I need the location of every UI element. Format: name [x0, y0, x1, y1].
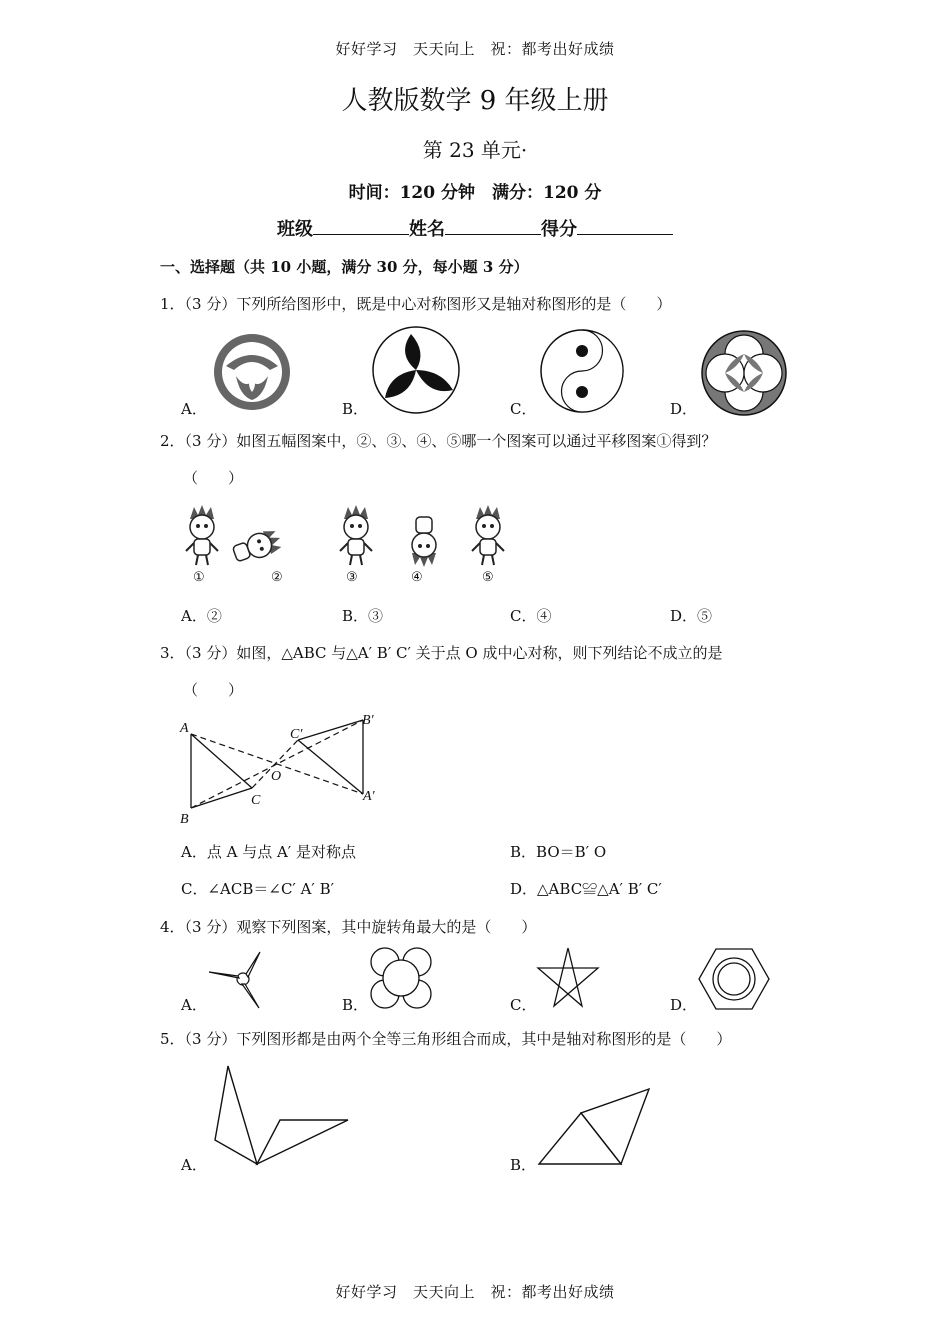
question-2-text: 2．（3 分）如图五幅图案中，②、③、④、⑤哪一个图案可以通过平移图案①得到？	[160, 432, 717, 450]
q2-mascot-4	[412, 517, 436, 567]
q2-option-d[interactable]: D．⑤	[670, 607, 713, 625]
score-blank[interactable]	[577, 216, 673, 235]
name-label: 姓名	[409, 219, 445, 240]
name-blank[interactable]	[445, 216, 541, 235]
q5-option-b[interactable]: B．	[510, 1156, 537, 1174]
q2-label-3: ③	[346, 570, 358, 585]
page-header: 好好学习 天天向上 祝：都考出好成绩	[335, 40, 615, 58]
q3-point-a: A	[180, 721, 189, 736]
q2-mascot-2	[231, 527, 284, 566]
q3-point-c1: C′	[290, 727, 303, 742]
q1-figure-b	[371, 326, 463, 416]
q3-option-c[interactable]: C．∠ACB＝∠C′ A′ B′	[181, 880, 335, 898]
q4-option-b[interactable]: B．	[342, 996, 369, 1014]
q1-option-b[interactable]: B．	[342, 400, 369, 418]
time-info: 时间：120 分钟 满分：120 分	[348, 183, 602, 203]
score-label: 得分	[541, 219, 577, 240]
q2-option-a[interactable]: A．②	[181, 607, 222, 625]
q4-figure-a	[207, 950, 267, 1010]
q2-label-1: ①	[193, 570, 205, 585]
q4-figure-d	[697, 946, 771, 1012]
question-4-text: 4．（3 分）观察下列图案，其中旋转角最大的是（ ）	[160, 918, 537, 936]
q3-option-b[interactable]: B．BO＝B′ O	[510, 843, 607, 861]
q2-label-4: ④	[411, 570, 423, 585]
page-footer: 好好学习 天天向上 祝：都考出好成绩	[335, 1283, 615, 1301]
q4-figure-c	[535, 945, 601, 1011]
page-title: 人教版数学 9 年级上册	[341, 86, 609, 116]
q1-figure-a	[210, 330, 296, 414]
q3-option-a[interactable]: A．点 A 与点 A′ 是对称点	[181, 843, 356, 861]
q5-figure-a	[210, 1062, 352, 1168]
class-label: 班级	[277, 219, 313, 240]
q3-point-b1: B′	[362, 713, 374, 728]
section-heading: 一、选择题（共 10 小题，满分 30 分，每小题 3 分）	[160, 258, 529, 276]
q4-option-a[interactable]: A．	[181, 996, 207, 1014]
q3-option-d[interactable]: D．△ABC≌△A′ B′ C′	[510, 880, 662, 898]
q4-option-c[interactable]: C．	[510, 996, 537, 1014]
q2-option-c[interactable]: C．④	[510, 607, 552, 625]
q3-point-o: O	[271, 769, 282, 784]
q1-figure-d	[700, 330, 790, 416]
q3-point-b: B	[180, 812, 189, 827]
q4-option-d[interactable]: D．	[670, 996, 698, 1014]
q2-mascot-1	[186, 505, 218, 565]
q5-figure-b	[535, 1086, 655, 1168]
unit-title: 第 23 单元·	[422, 138, 528, 162]
question-5-text: 5．（3 分）下列图形都是由两个全等三角形组合而成，其中是轴对称图形的是（ ）	[160, 1030, 732, 1048]
q3-point-a1: A′	[363, 789, 375, 804]
student-fields	[0, 215, 950, 241]
q1-figure-c	[539, 328, 627, 414]
q2-mascot-figures	[178, 505, 518, 577]
question-2-paren: （ ）	[183, 469, 244, 487]
q2-label-5: ⑤	[482, 570, 494, 585]
q3-point-c: C	[251, 793, 261, 808]
q2-option-b[interactable]: B．③	[342, 607, 384, 625]
q4-figure-b	[368, 945, 434, 1011]
class-blank[interactable]	[313, 216, 409, 235]
question-3-text: 3．（3 分）如图，△ABC 与△A′ B′ C′ 关于点 O 成中心对称，则下列结论不成立的是	[160, 644, 723, 662]
q1-option-d[interactable]: D．	[670, 400, 698, 418]
question-1-text: 1．（3 分）下列所给图形中，既是中心对称图形又是轴对称图形的是（ ）	[160, 295, 672, 313]
question-3-paren: （ ）	[183, 681, 244, 699]
q3-symmetry-diagram	[178, 712, 388, 827]
q1-option-c[interactable]: C．	[510, 400, 537, 418]
q1-option-a[interactable]: A．	[181, 400, 207, 418]
q2-mascot-3	[340, 505, 372, 565]
q5-option-a[interactable]: A．	[181, 1156, 207, 1174]
q2-mascot-5	[472, 505, 504, 565]
q2-label-2: ②	[271, 570, 283, 585]
